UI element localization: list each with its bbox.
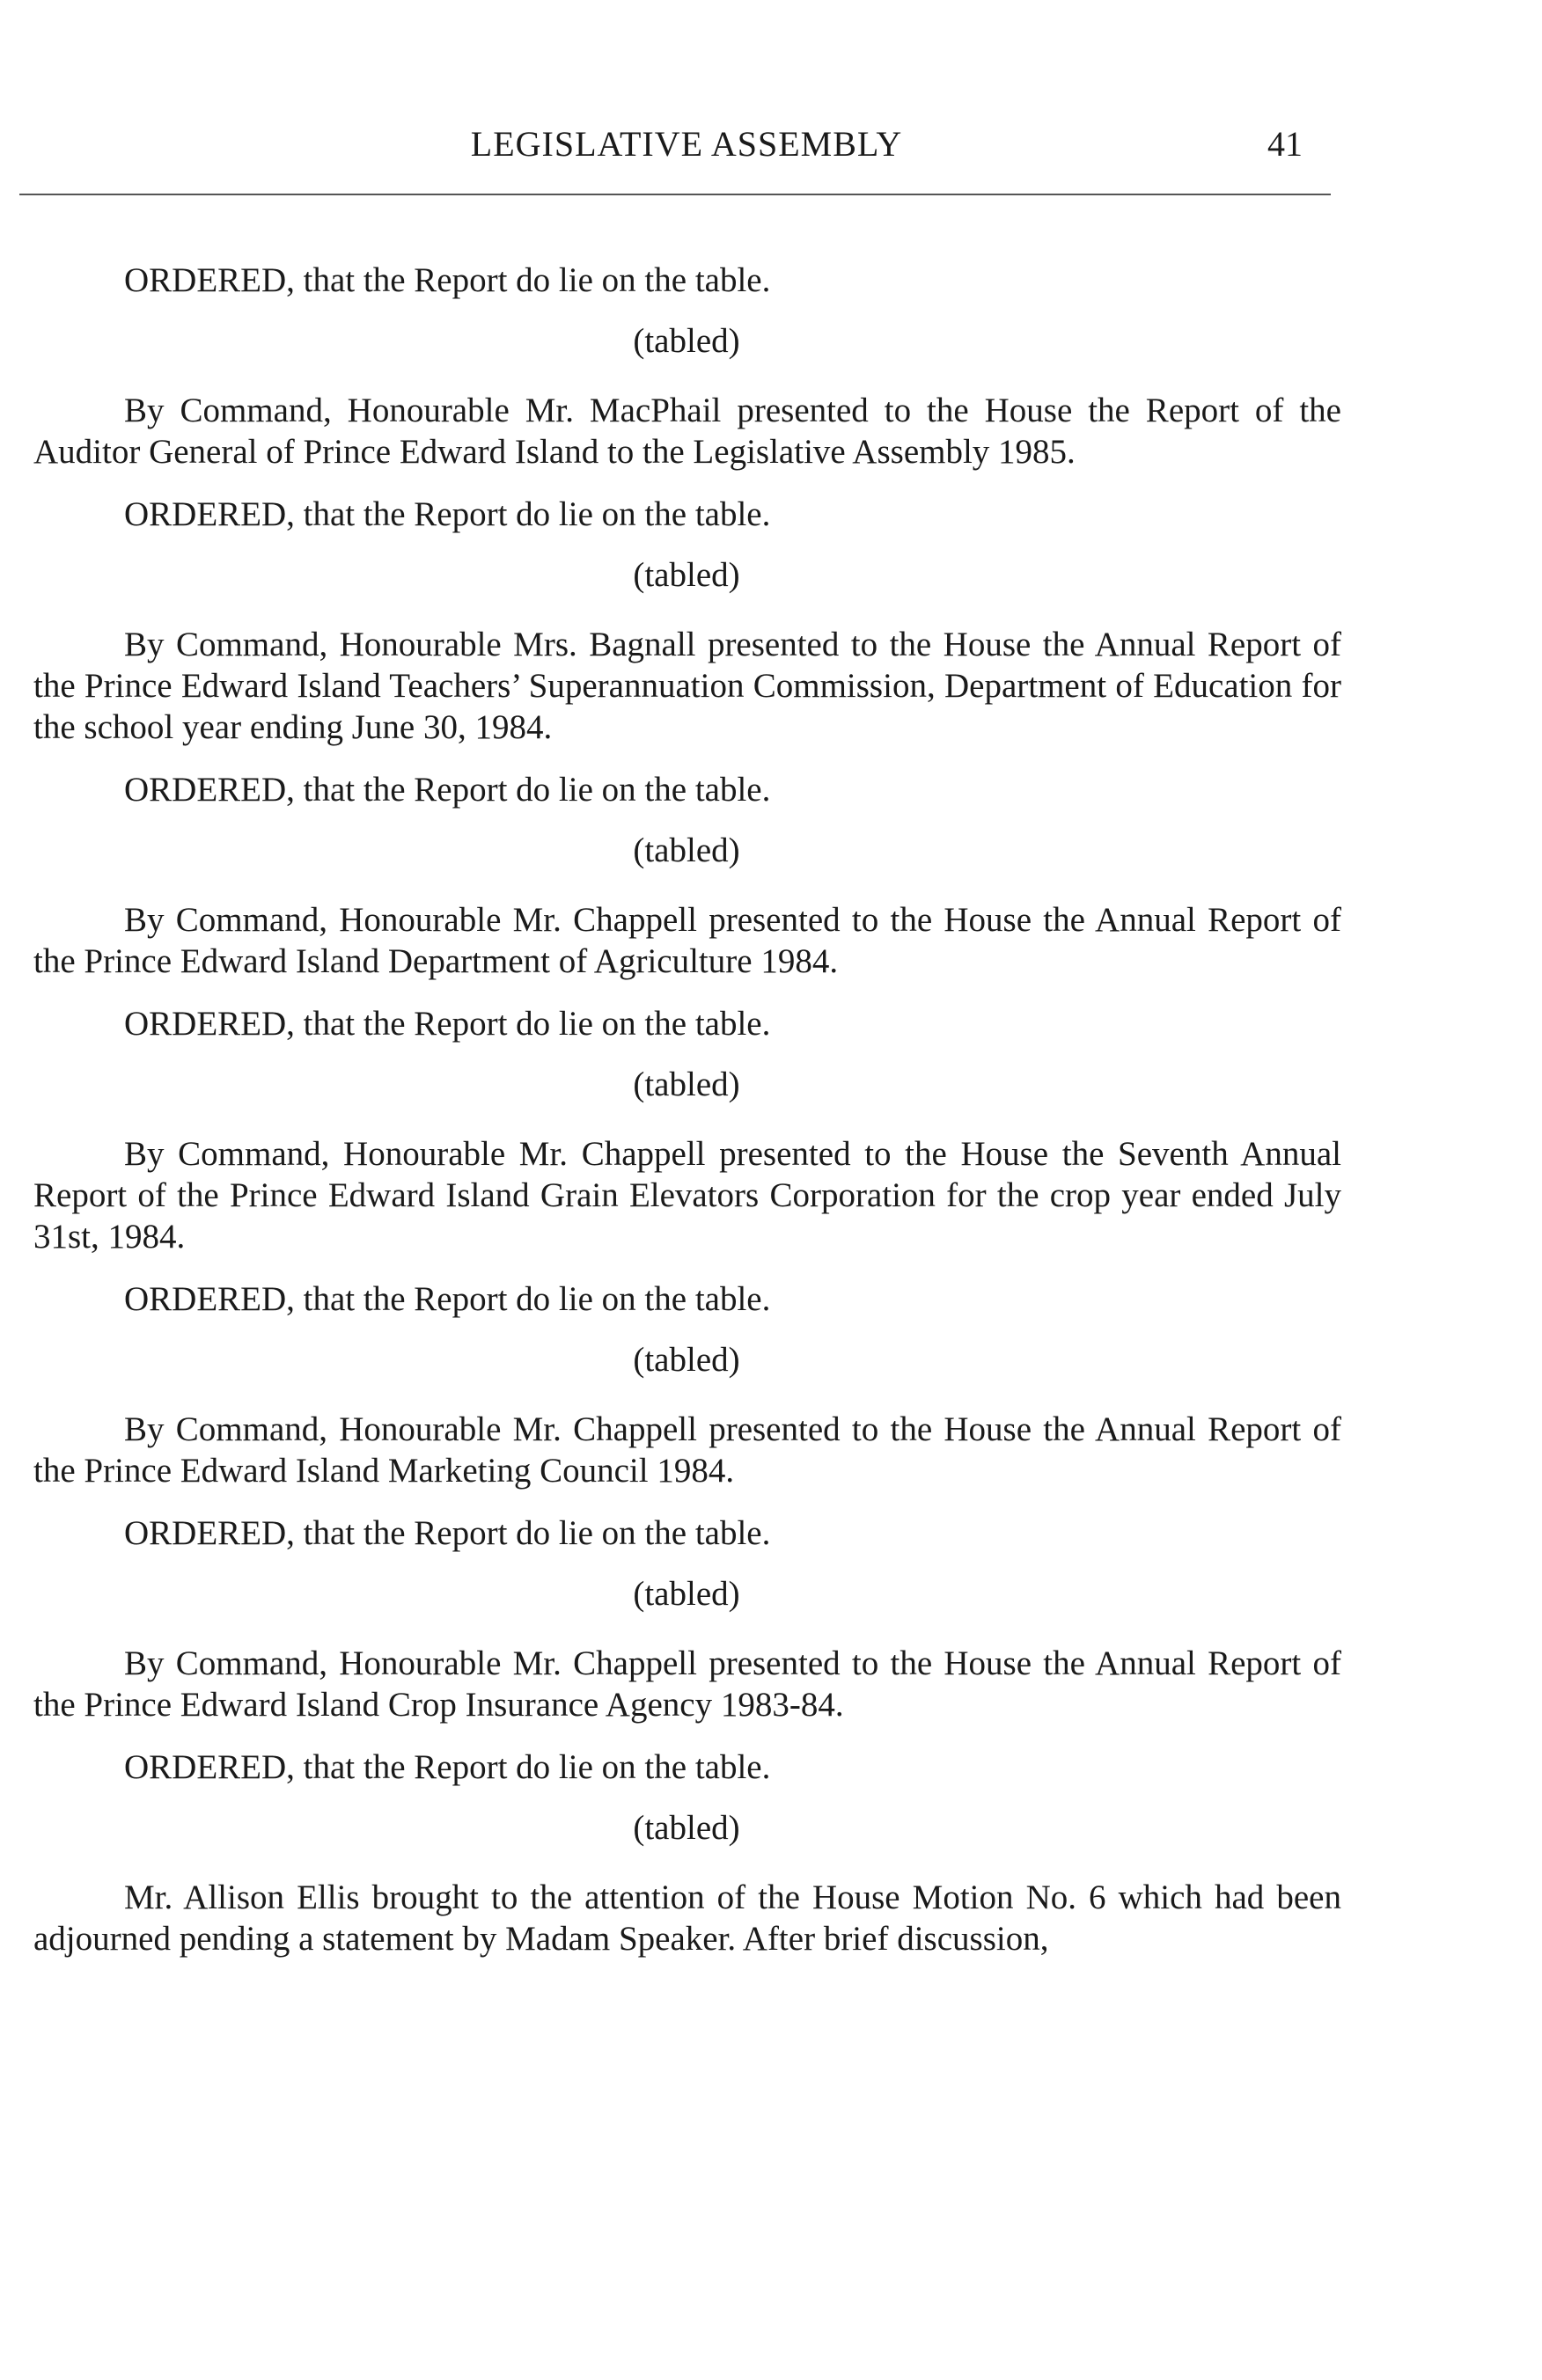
ordered-line: ORDERED, that the Report do lie on the table. <box>124 1280 771 1318</box>
ordered-line: ORDERED, that the Report do lie on the table. <box>124 1514 771 1552</box>
ordered-line: ORDERED, that the Report do lie on the table. <box>124 771 771 809</box>
command-paragraph: By Command, Honourable Mr. MacPhail presented to the House the Report of the Auditor General of Prince Edward Island to the Legislative Assembly 1985. <box>33 392 1341 471</box>
command-paragraph: By Command, Honourable Mr. Chappell presented to the House the Seventh Annual Report of the Prince Edward Island Grain Elevators Corporation for the crop year ended July 31st, 1984. <box>33 1135 1341 1256</box>
header-title: LEGISLATIVE ASSEMBLY <box>470 124 903 164</box>
body-text <box>33 260 1341 1959</box>
command-paragraph: By Command, Honourable Mr. Chappell presented to the House the Annual Report of the Prince Edward Island Crop Insurance Agency 1983-84. <box>33 1644 1341 1724</box>
running-header <box>0 123 1542 172</box>
command-paragraph: By Command, Honourable Mr. Chappell presented to the House the Annual Report of the Prince Edward Island Department of Agriculture 1984. <box>33 901 1341 980</box>
motion-paragraph: Mr. Allison Ellis brought to the attention of the House Motion No. 6 which had been adjourned pending a statement by Madam Speaker. After brief discussion, <box>33 1878 1341 1958</box>
ordered-line: ORDERED, that the Report do lie on the table. <box>124 261 771 299</box>
tabled-note: (tabled) <box>633 1575 740 1613</box>
tabled-note: (tabled) <box>633 1341 740 1379</box>
header-rule <box>19 194 1331 195</box>
command-paragraph: By Command, Honourable Mr. Chappell presented to the House the Annual Report of the Prince Edward Island Marketing Council 1984. <box>33 1410 1341 1490</box>
ordered-line: ORDERED, that the Report do lie on the table. <box>124 495 771 533</box>
tabled-note: (tabled) <box>633 1066 740 1103</box>
tabled-note: (tabled) <box>633 322 740 360</box>
ordered-line: ORDERED, that the Report do lie on the table. <box>124 1748 771 1786</box>
ordered-line: ORDERED, that the Report do lie on the table. <box>124 1005 771 1043</box>
page-number: 41 <box>1267 124 1303 164</box>
tabled-note: (tabled) <box>633 1809 740 1847</box>
tabled-note: (tabled) <box>633 831 740 869</box>
tabled-note: (tabled) <box>633 556 740 594</box>
command-paragraph: By Command, Honourable Mrs. Bagnall presented to the House the Annual Report of the Prince Edward Island Teachers’ Superannuation Commission, Department of Education for the school year ending June 30, 1984. <box>33 626 1341 746</box>
